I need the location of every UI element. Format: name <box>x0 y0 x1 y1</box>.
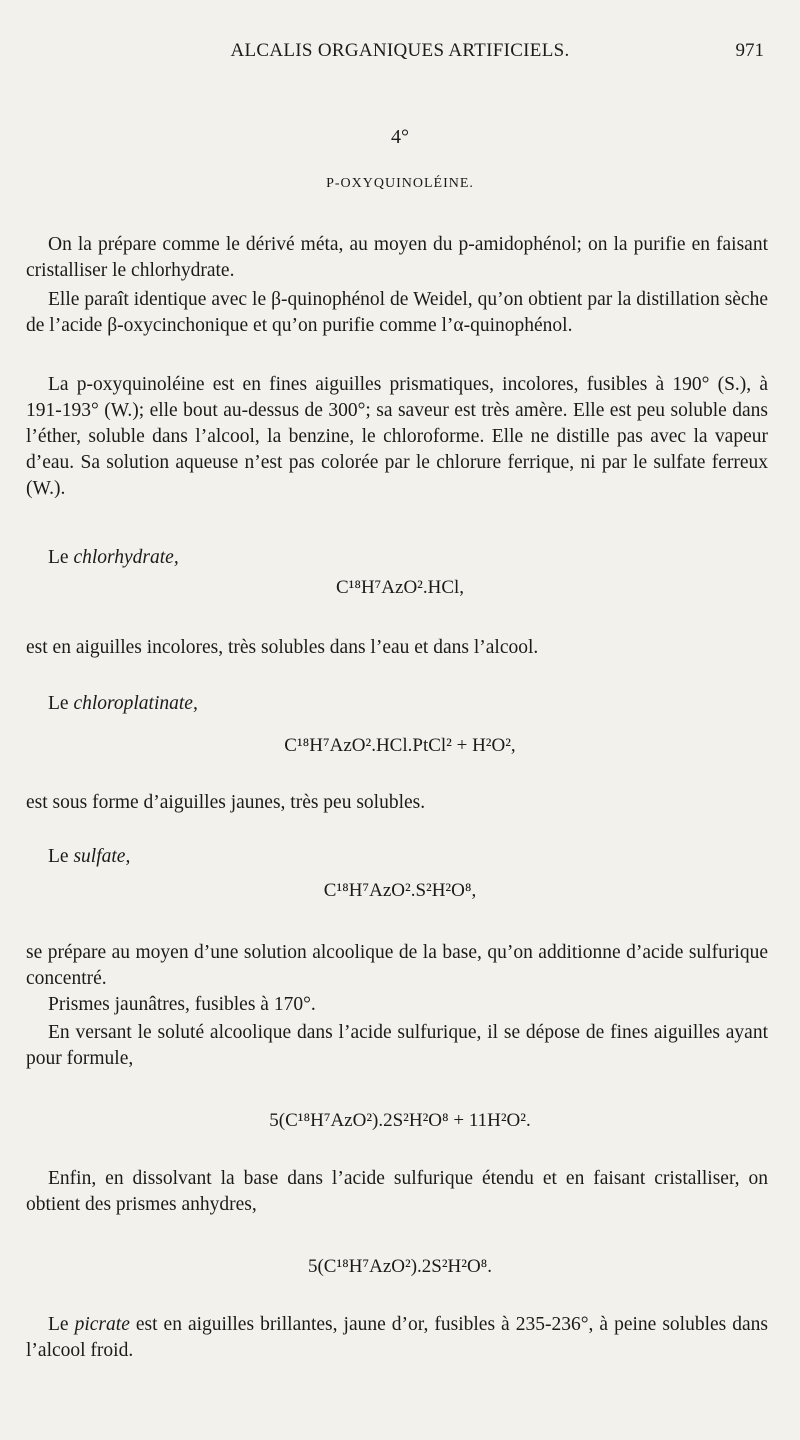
chlorhydrate-label <box>48 547 179 569</box>
sulfate-fine-needles: En versant le soluté alcoolique dans l’acide sulfurique, il se dépose de fines aiguilles ayant pour formule, <box>26 1022 768 1069</box>
article: Le <box>48 547 69 568</box>
section-number: 4° <box>391 126 409 148</box>
article: Le <box>48 846 69 867</box>
chloroplatinate-text: est sous forme d’aiguilles jaunes, très peu solubles. <box>26 792 426 813</box>
paragraph-identity: Elle paraît identique avec le β-quinophénol de Weidel, qu’on obtient par la distillation sèche de l’acide β-oxycinchonique et qu’on purifie comme l’α-quinophénol. <box>26 289 768 336</box>
sulfate-prisms: Prismes jaunâtres, fusibles à 170°. <box>48 994 316 1015</box>
paragraph-properties: La p-oxyquinoléine est en fines aiguilles prismatiques, incolores, fusibles à 190° (S.), à 191-193° (W.); elle bout au-dessus de 300°; sa saveur est très amère. Elle est peu soluble dans l’éther, soluble dans l’alcool, la benzine, le chloroforme. Elle ne distille pas avec la vapeur d’eau. Sa solution aqueuse n’est pas colorée par le chlorure ferrique, ni par le sulfate ferreux (W.). <box>26 374 768 499</box>
sulfate-anhydrous: Enfin, en dissolvant la base dans l’acide sulfurique étendu et en faisant cristalliser, on obtient des prismes anhydres, <box>26 1168 768 1215</box>
section-title: P-OXYQUINOLÉINE. <box>326 176 474 191</box>
salt-name: chlorhydrate, <box>73 547 179 568</box>
salt-name: sulfate, <box>73 846 131 867</box>
page-number: 971 <box>735 40 764 61</box>
salt-name: chloroplatinate, <box>73 693 198 714</box>
chlorhydrate-formula: C¹⁸H⁷AzO².HCl, <box>335 577 465 598</box>
sulfate-formula-hydrate: 5(C¹⁸H⁷AzO²).2S²H²O⁸ + 11H²O². <box>269 1110 531 1131</box>
running-title: ALCALIS ORGANIQUES ARTIFICIELS. <box>230 40 570 61</box>
sulfate-formula: C¹⁸H⁷AzO².S²H²O⁸, <box>323 880 477 901</box>
paragraph-preparation: On la prépare comme le dérivé méta, au moyen du p-amidophénol; on la purifie en faisant cristalliser le chlorhydrate. <box>26 234 768 281</box>
page-header <box>0 40 800 70</box>
sulfate-formula-anhydrous: 5(C¹⁸H⁷AzO²).2S²H²O⁸. <box>307 1256 493 1277</box>
chloroplatinate-label <box>48 693 198 715</box>
sulfate-preparation: se prépare au moyen d’une solution alcoolique de la base, qu’on additionne d’acide sulfurique concentré. <box>26 942 768 989</box>
picrate-description: est en aiguilles brillantes, jaune d’or, fusibles à 235-236°, à peine solubles dans l’alcool froid. <box>26 1314 769 1361</box>
chloroplatinate-formula: C¹⁸H⁷AzO².HCl.PtCl² + H²O², <box>284 735 516 756</box>
chlorhydrate-text: est en aiguilles incolores, très solubles dans l’eau et dans l’alcool. <box>26 637 539 658</box>
sulfate-label <box>48 846 130 868</box>
article: Le <box>48 1314 69 1335</box>
salt-name: picrate <box>74 1314 130 1335</box>
article: Le <box>48 693 69 714</box>
picrate-text <box>26 1312 768 1364</box>
